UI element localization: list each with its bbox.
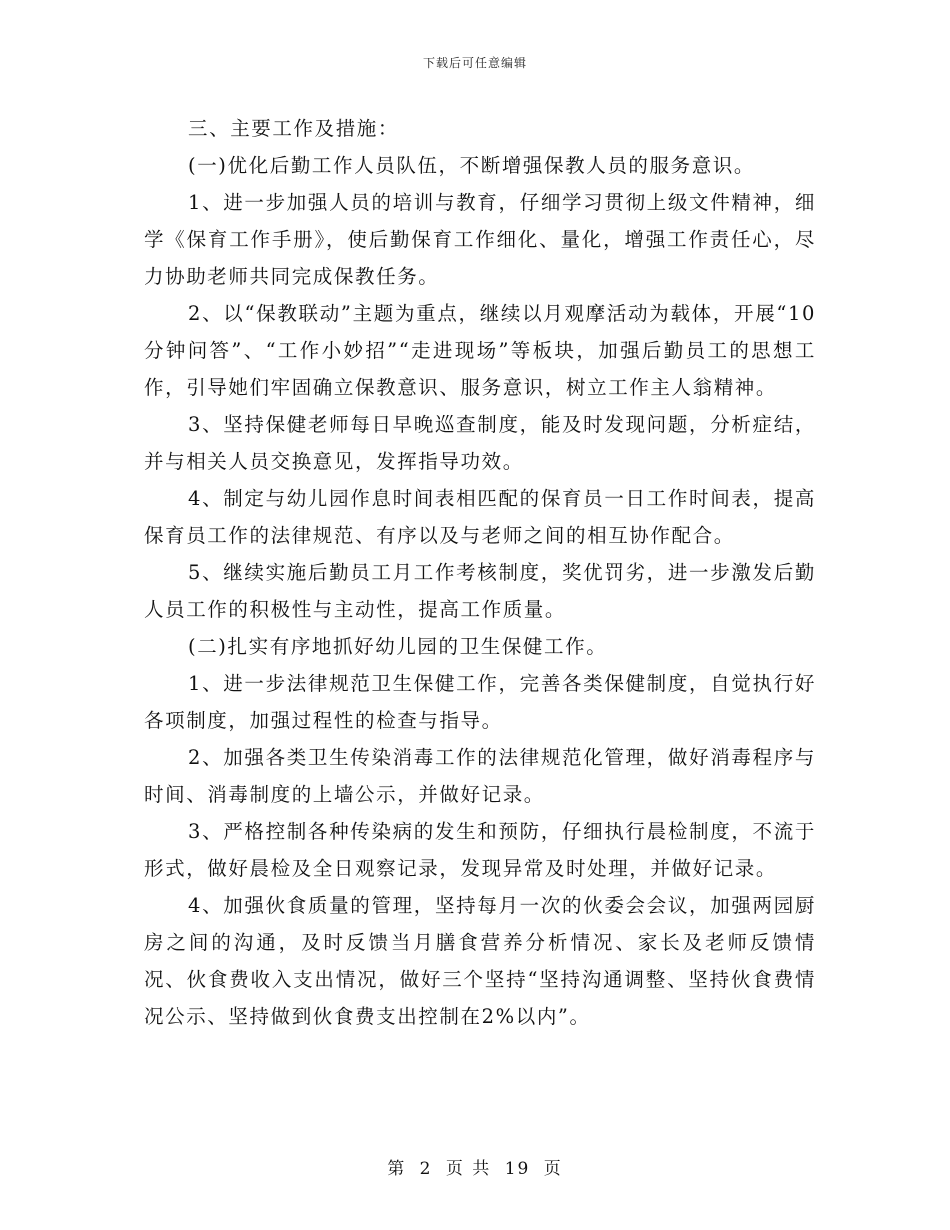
paragraph-item-2-2: 2、加强各类卫生传染消毒工作的法律规范化管理，做好消毒程序与时间、消毒制度的上墙公示，并做好记录。 [144, 746, 816, 806]
paragraph-item-1-5: 5、继续实施后勤员工月工作考核制度，奖优罚劣，进一步激发后勤人员工作的积极性与主动性，提高工作质量。 [144, 561, 816, 621]
section-heading-main: 三、主要工作及措施： [188, 117, 400, 140]
paragraph-item-2-3: 3、严格控制各种传染病的发生和预防，仔细执行晨检制度，不流于形式，做好晨检及全日观察记录，发现异常及时处理，并做好记录。 [144, 820, 816, 880]
footer-prefix: 第 [387, 1159, 407, 1179]
paragraph-item-1-4: 4、制定与幼儿园作息时间表相匹配的保育员一日工作时间表，提高保育员工作的法律规范、有序以及与老师之间的相互协作配合。 [144, 487, 816, 547]
footer-current-page: 2 [419, 1159, 433, 1179]
paragraph-item-1-2: 2、以“保教联动”主题为重点，继续以月观摩活动为载体，开展“10分钟问答”、“工作小妙招”“走进现场”等板块，加强后勤员工的思想工作，引导她们牢固确立保教意识、服务意识，树立工作主人翁精神。 [144, 302, 816, 399]
page-footer [0, 1154, 950, 1179]
page-header-note: 下载后可任意编辑 [422, 56, 527, 70]
paragraph-item-2-1: 1、进一步法律规范卫生保健工作，完善各类保健制度，自觉执行好各项制度，加强过程性的检查与指导。 [144, 672, 816, 732]
footer-suffix: 页 [543, 1159, 563, 1179]
subsection-heading-2: (二)扎实有序地抓好幼儿园的卫生保健工作。 [188, 635, 608, 658]
subsection-heading-1: (一)优化后勤工作人员队伍，不断增强保教人员的服务意识。 [188, 154, 756, 177]
document-body [144, 110, 816, 1035]
paragraph-item-1-1: 1、进一步加强人员的培训与教育，仔细学习贯彻上级文件精神，细学《保育工作手册》，使后勤保育工作细化、量化，增强工作责任心，尽力协助老师共同完成保教任务。 [144, 191, 816, 288]
footer-middle: 页 共 [445, 1159, 492, 1179]
paragraph-item-2-4: 4、加强伙食质量的管理，坚持每月一次的伙委会会议，加强两园厨房之间的沟通，及时反馈当月膳食营养分析情况、家长及老师反馈情况、伙食费收入支出情况，做好三个坚持“坚持沟通调整、坚持伙食费情况公示、坚持做到伙食费支出控制在2%以内”。 [144, 894, 816, 1028]
paragraph-item-1-3: 3、坚持保健老师每日早晚巡查制度，能及时发现问题，分析症结，并与相关人员交换意见，发挥指导功效。 [144, 413, 816, 473]
footer-total-pages: 19 [504, 1159, 531, 1179]
